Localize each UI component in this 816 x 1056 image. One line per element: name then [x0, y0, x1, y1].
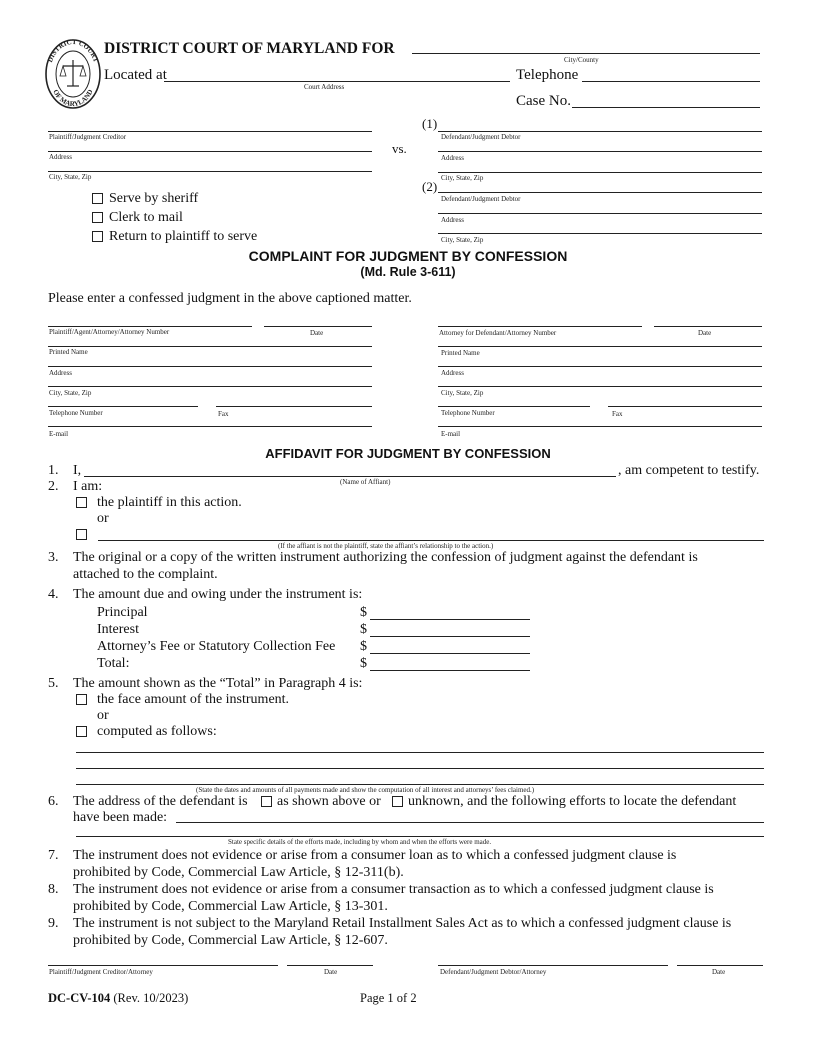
plaintiff-attorney-field[interactable] [48, 326, 252, 327]
serve-by-sheriff-checkbox[interactable] [92, 193, 103, 204]
defendant-attorney-address-field[interactable] [438, 366, 762, 367]
form-number [48, 991, 188, 1006]
defendant-2-number: (2) [422, 179, 438, 194]
p6-text-a: The address of the defendant is [73, 794, 248, 809]
defendant-telephone-label: Telephone Number [441, 409, 495, 417]
affiant-plaintiff-label: the plaintiff in this action. [97, 495, 242, 510]
serve-by-sheriff-label: Serve by sheriff [109, 191, 199, 206]
case-no-field[interactable] [572, 107, 760, 108]
interest-dollar: $ [360, 622, 367, 637]
creditor-signature-field[interactable] [48, 965, 278, 966]
court-title: DISTRICT COURT OF MARYLAND FOR [104, 40, 395, 57]
p5-or: or [97, 708, 109, 723]
form-number-code: DC-CV-104 [48, 991, 111, 1005]
defendant-printed-name-field[interactable] [438, 346, 762, 347]
affiant-relationship-field[interactable] [98, 540, 764, 541]
defendant1-city-label: City, State, Zip [441, 174, 484, 182]
address-unknown-checkbox[interactable] [392, 796, 403, 807]
affiant-relationship-label: (If the affiant is not the plaintiff, state the affiant’s relationship to the action.) [278, 542, 494, 550]
clerk-to-mail-checkbox[interactable] [92, 212, 103, 223]
form-revision: (Rev. 10/2023) [113, 991, 189, 1005]
debtor-date-label: Date [712, 968, 726, 976]
defendant-email-label: E-mail [441, 430, 461, 438]
p1-number: 1. [48, 463, 59, 478]
creditor-signature-label: Plaintiff/Judgment Creditor/Attorney [49, 968, 153, 976]
defendant-attorney-label: Attorney for Defendant/Attorney Number [439, 329, 557, 337]
affiant-name-field[interactable] [84, 476, 616, 477]
plaintiff-email-label: E-mail [49, 430, 69, 438]
telephone-field[interactable] [582, 81, 760, 82]
defendant2-city-field[interactable] [438, 233, 762, 234]
located-at-label: Located at [104, 67, 167, 83]
p3-text-line2: attached to the complaint. [73, 567, 218, 582]
interest-label: Interest [97, 622, 139, 637]
debtor-signature-label: Defendant/Judgment Debtor/Attorney [440, 968, 547, 976]
defendant-telephone-field[interactable] [438, 406, 590, 407]
defendant-date-label: Date [698, 329, 712, 337]
plaintiff-telephone-field[interactable] [48, 406, 198, 407]
p3-number: 3. [48, 550, 59, 565]
defendant2-field[interactable] [438, 192, 762, 193]
plaintiff-fax-label: Fax [218, 410, 229, 418]
defendant2-address-field[interactable] [438, 213, 762, 214]
defendant-fax-label: Fax [612, 410, 623, 418]
court-address-label: Court Address [304, 83, 345, 91]
interest-amount-field[interactable] [370, 636, 530, 637]
p4-text: The amount due and owing under the instrument is: [73, 587, 363, 602]
affiant-plaintiff-checkbox[interactable] [76, 497, 87, 508]
face-amount-label: the face amount of the instrument. [97, 692, 290, 707]
computation-line-1[interactable] [76, 752, 764, 753]
p6-number: 6. [48, 794, 59, 809]
case-no-label: Case No. [516, 93, 571, 109]
plaintiff-date-field[interactable] [264, 326, 372, 327]
defendant2-label: Defendant/Judgment Debtor [441, 195, 521, 203]
defendant2-city-label: City, State, Zip [441, 236, 484, 244]
defendant-attorney-address-label: Address [441, 369, 464, 377]
computation-line-3[interactable] [76, 784, 764, 785]
seal-bottom-text: OF MARYLAND [51, 88, 95, 109]
plaintiff-attorney-city-field[interactable] [48, 386, 372, 387]
defendant-fax-field[interactable] [608, 406, 762, 407]
defendant1-city-field[interactable] [438, 172, 762, 173]
total-dollar: $ [360, 656, 367, 671]
plaintiff-date-label: Date [310, 329, 324, 337]
efforts-line-1[interactable] [176, 822, 764, 823]
plaintiff-attorney-address-label: Address [49, 369, 72, 377]
total-amount-field[interactable] [370, 670, 530, 671]
principal-dollar: $ [360, 605, 367, 620]
complaint-request: Please enter a confessed judgment in the above captioned matter. [48, 291, 412, 306]
face-amount-checkbox[interactable] [76, 694, 87, 705]
plaintiff-address-field[interactable] [48, 151, 372, 152]
defendant1-address-label: Address [441, 154, 464, 162]
p5-text: The amount shown as the “Total” in Paragraph 4 is: [73, 676, 363, 691]
computed-checkbox[interactable] [76, 726, 87, 737]
creditor-date-field[interactable] [287, 965, 373, 966]
court-address-field[interactable] [164, 81, 510, 82]
defendant-email-field[interactable] [438, 426, 762, 427]
vs-label: vs. [392, 141, 407, 156]
p6-text-c: unknown, and the following efforts to locate the defendant [408, 794, 737, 809]
court-seal [44, 38, 102, 110]
creditor-date-label: Date [324, 968, 338, 976]
plaintiff-attorney-address-field[interactable] [48, 366, 372, 367]
efforts-label: State specific details of the efforts made, including by whom and when the efforts were made. [228, 838, 492, 846]
defendant-date-field[interactable] [654, 326, 762, 327]
p4-number: 4. [48, 587, 59, 602]
principal-amount-field[interactable] [370, 619, 530, 620]
efforts-line-2[interactable] [76, 836, 764, 837]
p7-number: 7. [48, 848, 59, 863]
affiant-name-label: (Name of Affiant) [340, 478, 391, 486]
plaintiff-address-label: Address [49, 153, 72, 161]
defendant-printed-name-label: Printed Name [441, 349, 480, 357]
clerk-to-mail-label: Clerk to mail [109, 210, 183, 225]
computation-label: (State the dates and amounts of all payments made and show the computation of all interest and attorneys’ fees claimed.) [196, 786, 535, 794]
complaint-title: COMPLAINT FOR JUDGMENT BY CONFESSION [248, 248, 568, 264]
defendant1-address-field[interactable] [438, 151, 762, 152]
principal-label: Principal [97, 605, 148, 620]
attorney-fee-dollar: $ [360, 639, 367, 654]
p8-text-line2: prohibited by Code, Commercial Law Article, § 13-301. [73, 899, 388, 914]
return-to-plaintiff-checkbox[interactable] [92, 231, 103, 242]
attorney-fee-label: Attorney’s Fee or Statutory Collection Fee [97, 639, 336, 654]
telephone-label: Telephone [516, 67, 579, 83]
p8-number: 8. [48, 882, 59, 897]
plaintiff-email-field[interactable] [48, 426, 372, 427]
plaintiff-printed-name-field[interactable] [48, 346, 372, 347]
address-shown-checkbox[interactable] [261, 796, 272, 807]
seal-top-text: DISTRICT COURT [46, 38, 100, 64]
defendant-attorney-city-label: City, State, Zip [441, 389, 484, 397]
svg-text:OF MARYLAND [51, 88, 94, 108]
plaintiff-field[interactable] [48, 131, 372, 132]
p5-number: 5. [48, 676, 59, 691]
plaintiff-city-field[interactable] [48, 171, 372, 172]
defendant2-address-label: Address [441, 216, 464, 224]
defendant1-label: Defendant/Judgment Debtor [441, 133, 521, 141]
total-label: Total: [97, 656, 130, 671]
debtor-date-field[interactable] [677, 965, 763, 966]
affidavit-title: AFFIDAVIT FOR JUDGMENT BY CONFESSION [265, 446, 551, 461]
p2-text: I am: [73, 479, 103, 494]
complaint-rule: (Md. Rule 3-611) [360, 265, 456, 279]
attorney-fee-amount-field[interactable] [370, 653, 530, 654]
p9-number: 9. [48, 916, 59, 931]
p3-text-line1: The original or a copy of the written instrument authorizing the confession of judgment against the defendant is [73, 550, 698, 565]
return-to-plaintiff-label: Return to plaintiff to serve [109, 229, 258, 244]
city-county-label: City/County [564, 56, 599, 64]
p7-text-line2: prohibited by Code, Commercial Law Article, § 12-311(b). [73, 865, 404, 880]
computed-label: computed as follows: [97, 724, 217, 739]
defendant-1-number: (1) [422, 116, 438, 131]
plaintiff-fax-field[interactable] [216, 406, 372, 407]
p8-text-line1: The instrument does not evidence or arise from a consumer transaction as to which a confessed judgment clause is [73, 882, 714, 897]
p1-text-end: , am competent to testify. [618, 463, 760, 478]
plaintiff-label: Plaintiff/Judgment Creditor [49, 133, 127, 141]
plaintiff-attorney-label: Plaintiff/Agent/Attorney/Attorney Number [49, 328, 170, 336]
defendant1-field[interactable] [438, 131, 762, 132]
p7-text-line1: The instrument does not evidence or arise from a consumer loan as to which a confessed judgment clause is [73, 848, 677, 863]
p2-or: or [97, 511, 109, 526]
city-county-field[interactable] [412, 53, 760, 54]
computation-line-2[interactable] [76, 768, 764, 769]
debtor-signature-field[interactable] [438, 965, 668, 966]
affiant-other-checkbox[interactable] [76, 529, 87, 540]
p9-text-line2: prohibited by Code, Commercial Law Article, § 12-607. [73, 933, 388, 948]
plaintiff-city-label: City, State, Zip [49, 173, 92, 181]
p6-text-b: as shown above or [277, 794, 381, 809]
p1-text: I, [73, 463, 82, 478]
plaintiff-printed-name-label: Printed Name [49, 348, 88, 356]
defendant-attorney-field[interactable] [438, 326, 642, 327]
plaintiff-attorney-city-label: City, State, Zip [49, 389, 92, 397]
p9-text-line1: The instrument is not subject to the Maryland Retail Installment Sales Act as to which a confessed judgment clause is [73, 916, 732, 931]
p2-number: 2. [48, 479, 59, 494]
defendant-attorney-city-field[interactable] [438, 386, 762, 387]
page-number: Page 1 of 2 [360, 991, 417, 1005]
plaintiff-telephone-label: Telephone Number [49, 409, 103, 417]
p6-text-d: have been made: [73, 810, 168, 825]
